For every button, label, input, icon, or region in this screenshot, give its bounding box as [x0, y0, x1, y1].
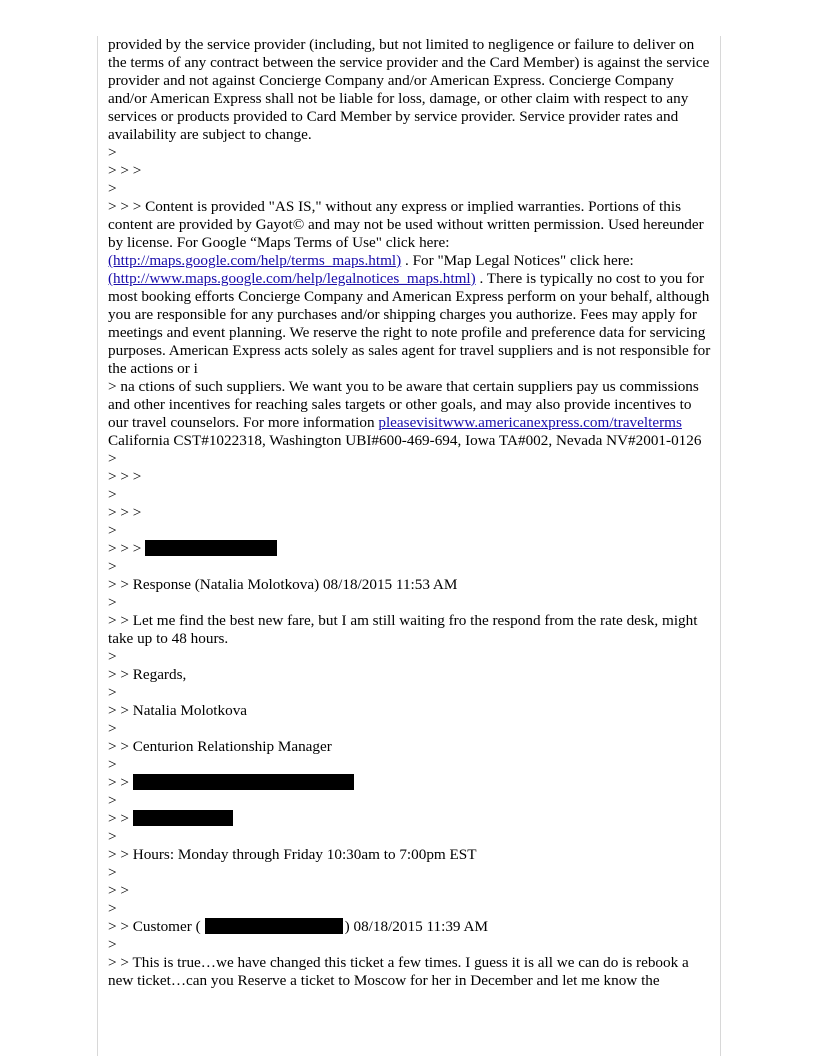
regards-line: > > Regards, — [108, 666, 187, 683]
supplier-disclaimer-text: > na ctions of such suppliers. We want you to be aware that certain suppliers pay us commissions and other incentives for reaching sales targets or other goals, and may also provide incentives to our travel counselors. For more information — [108, 378, 699, 431]
legal-notices-link[interactable]: (http://www.maps.google.com/help/legalnotices_maps.html) — [108, 270, 476, 287]
redacted-line — [108, 540, 714, 558]
redacted-line — [108, 774, 714, 792]
quote-marker: > > > — [108, 468, 142, 485]
customer-header — [108, 918, 714, 936]
signature-name: > > Natalia Molotkova — [108, 702, 248, 719]
response-body: > > Let me find the best new fare, but I am still waiting fro the respond from the rate desk, might take up to 48 hours. — [108, 612, 698, 647]
license-numbers-text: California CST#1022318, Washington UBI#600-469-694, Iowa TA#002, Nevada NV#2001-0126 — [108, 432, 702, 449]
quote-marker: > > > — [108, 540, 142, 557]
customer-prefix: > > Customer ( — [108, 918, 201, 935]
quote-marker: > > — [108, 774, 129, 791]
quote-marker: > — [108, 648, 117, 665]
email-thread-body — [108, 36, 714, 990]
quote-marker: > — [108, 720, 117, 737]
quote-marker: > — [108, 450, 117, 467]
content-disclaimer-rest: . There is typically no cost to you for most booking efforts Concierge Company and American Express perform on your behalf, although you are responsible for any purchases and/or shipping charges you authorize. Fees may apply for meetings and event planning. We reserve the right to note profile and preference data for servicing purposes. American Express acts solely as sales agent for travel suppliers and is not responsible for the actions or i — [108, 270, 711, 377]
response-header: > > Response (Natalia Molotkova) 08/18/2015 11:53 AM — [108, 576, 458, 593]
maps-terms-link[interactable]: (http://maps.google.com/help/terms_maps.html) — [108, 252, 402, 269]
quote-marker: > — [108, 864, 117, 881]
quote-marker: > > — [108, 882, 129, 899]
quote-marker: > — [108, 792, 117, 809]
quote-marker: > — [108, 936, 117, 953]
redaction-block — [145, 540, 277, 556]
supplier-disclaimer-paragraph — [108, 378, 714, 450]
quote-marker: > — [108, 900, 117, 917]
quote-marker: > > — [108, 810, 129, 827]
customer-suffix: ) 08/18/2015 11:39 AM — [344, 918, 488, 935]
redaction-block — [133, 774, 354, 790]
quote-marker: > > > — [108, 504, 142, 521]
quote-marker: > — [108, 594, 117, 611]
quote-marker: > — [108, 522, 117, 539]
quote-marker: > — [108, 756, 117, 773]
hours-line: > > Hours: Monday through Friday 10:30am to 7:00pm EST — [108, 846, 477, 863]
content-disclaimer-paragraph — [108, 198, 714, 378]
quote-marker: > — [108, 684, 117, 701]
signature-title: > > Centurion Relationship Manager — [108, 738, 332, 755]
quote-marker: > — [108, 558, 117, 575]
content-disclaimer-intro: > > > Content is provided "AS IS," without any express or implied warranties. Portions of this content are provided by Gayot© and may not be used without written permission. Used hereunder by license. For Google “Maps Terms of Use" click here: — [108, 198, 704, 251]
redaction-block — [205, 918, 343, 934]
redacted-line — [108, 810, 714, 828]
quote-marker: > — [108, 144, 117, 161]
quote-marker: > — [108, 180, 117, 197]
quote-marker: > — [108, 486, 117, 503]
content-disclaimer-mid: . For "Map Legal Notices" click here: — [401, 252, 634, 269]
travel-terms-link[interactable]: pleasevisitwww.americanexpress.com/travelterms — [378, 414, 682, 431]
quote-marker: > — [108, 828, 117, 845]
redaction-block — [133, 810, 233, 826]
disclaimer-paragraph: provided by the service provider (including, but not limited to negligence or failure to deliver on the terms of any contract between the service provider and the Card Member) is against the service provider and not against Concierge Company and/or American Express. Concierge Company and/or American Express shall not be liable for loss, damage, or other claim with respect to any services or products provided to Card Member by service provider. Service provider rates and availability are subject to change. — [108, 36, 710, 143]
quote-marker: > > > — [108, 162, 142, 179]
customer-body: > > This is true…we have changed this ticket a few times. I guess it is all we can do is rebook a new ticket…can you Reserve a ticket to Moscow for her in December and let me know the — [108, 954, 689, 989]
